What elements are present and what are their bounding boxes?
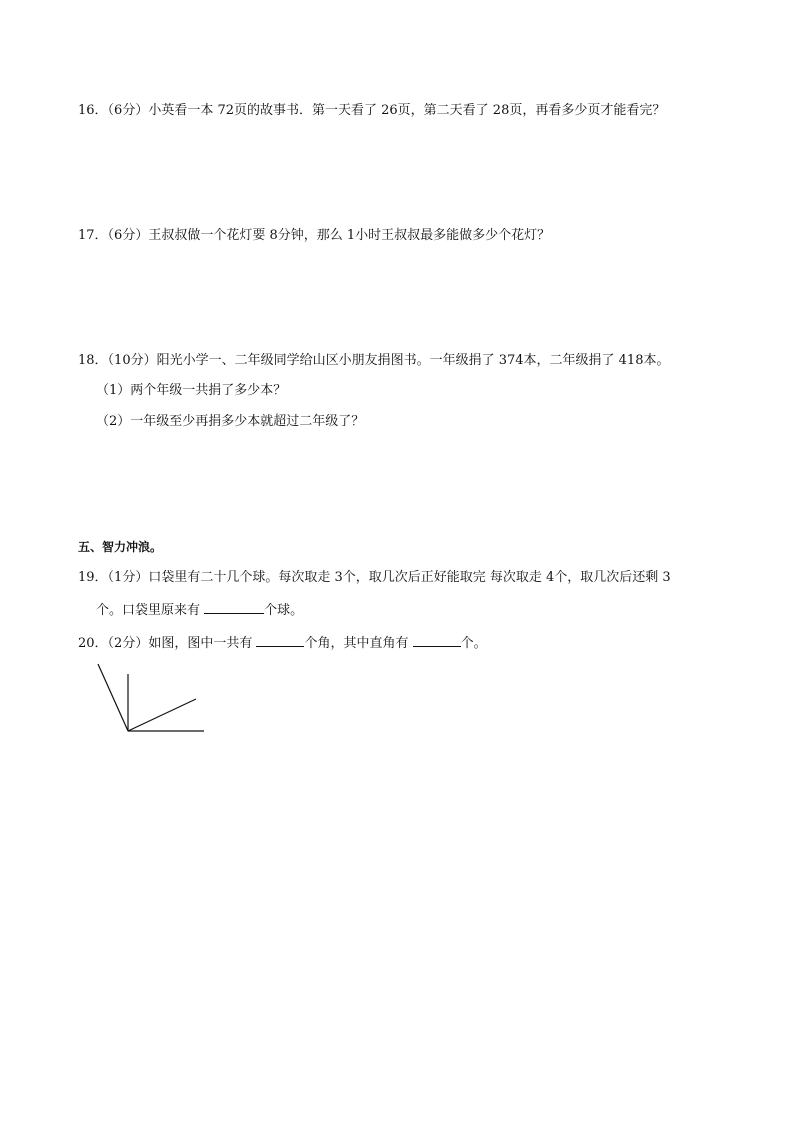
question-19-line-1: 19．（1分）口袋里有二十几个球。每次取走 3个，取几次后正好能取完 每次取走 4个，取几次后还剩 3 — [78, 570, 671, 585]
question-18-sub-2 — [96, 412, 364, 432]
ray-diagonal — [128, 699, 196, 731]
section-5-title — [78, 537, 162, 557]
question-18-text: 18．（10分）阳光小学一、二年级同学给山区小朋友捐图书。一年级捐了 374本，二年级捐了 418本。 — [78, 353, 670, 368]
question-16 — [78, 101, 665, 121]
answer-blank-balls[interactable] — [204, 599, 264, 614]
question-18-sub-2-text: （2）一年级至少再捐多少本就超过二年级了？ — [96, 414, 365, 429]
section-5-title-text: 五、智力冲浪。 — [78, 540, 163, 554]
question-18 — [78, 351, 669, 371]
question-19-line-2-post: 个球。 — [264, 603, 304, 618]
question-20-mid: 个角，其中直角有 — [304, 636, 413, 651]
answer-blank-angles[interactable] — [256, 632, 304, 647]
question-19 — [78, 568, 671, 588]
question-17-text: 17．（6分）王叔叔做一个花灯要 8分钟，那么 1小时王叔叔最多能做多少个花灯？ — [78, 228, 551, 243]
angle-figure — [88, 658, 208, 738]
question-17 — [78, 226, 550, 246]
question-20 — [78, 632, 487, 654]
question-19-line-2-pre: 个。口袋里原来有 — [96, 603, 205, 618]
question-18-sub-1 — [96, 381, 286, 401]
question-19-continued — [96, 599, 303, 621]
question-20-pre: 20．（2分）如图，图中一共有 — [78, 636, 257, 651]
question-18-sub-1-text: （1）两个年级一共捐了多少本？ — [96, 383, 287, 398]
answer-blank-right-angles[interactable] — [413, 632, 461, 647]
question-16-text: 16．（6分）小英看一本 72页的故事书．第一天看了 26页，第二天看了 28页，再看多少页才能看完？ — [78, 103, 666, 118]
ray-steep — [98, 664, 128, 731]
question-20-post: 个。 — [460, 636, 487, 651]
